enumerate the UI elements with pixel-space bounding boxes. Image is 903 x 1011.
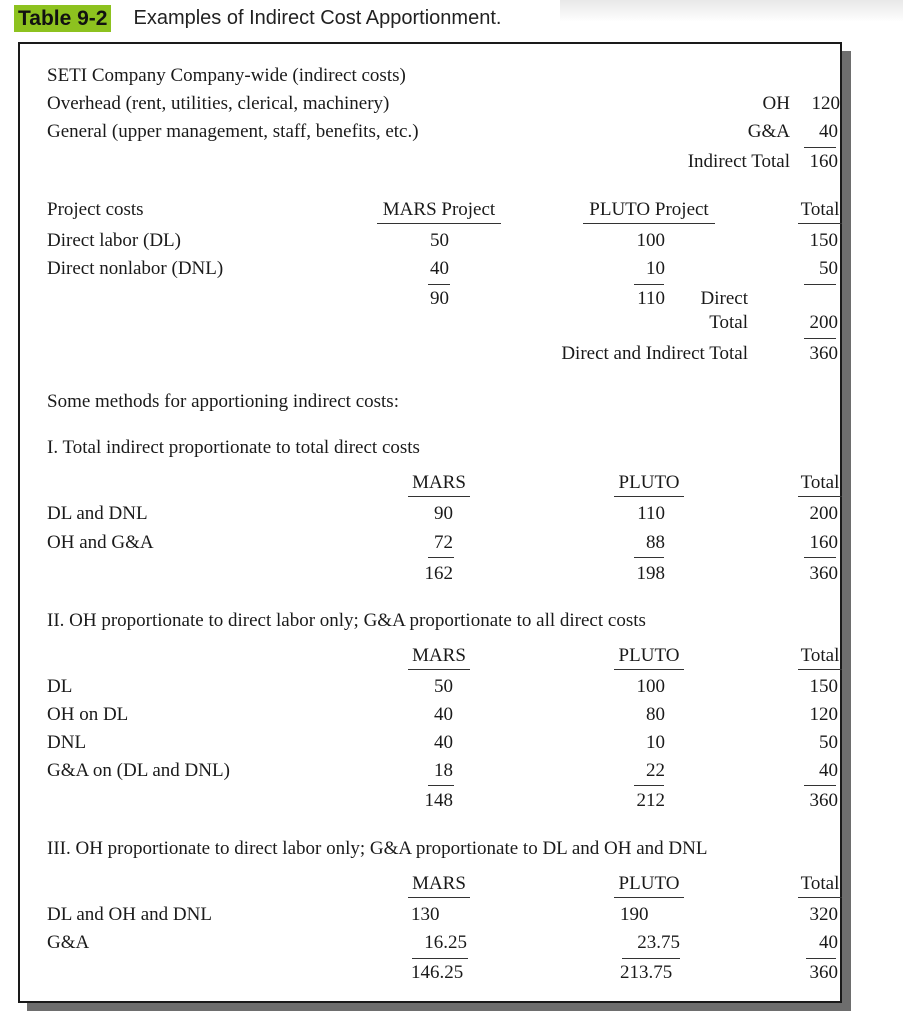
method-1-pluto: 88 — [646, 532, 665, 553]
method-1-row-label: OH and G&A — [47, 532, 154, 553]
method-2-pluto: 80 — [646, 704, 665, 725]
total-sum-rule — [804, 284, 836, 285]
col-mars-project: MARS Project — [377, 199, 501, 224]
row-label-dnl: Direct nonlabor (DNL) — [47, 258, 224, 279]
direct-total-label-line2: Total — [709, 312, 748, 333]
overhead-desc: Overhead (rent, utilities, clerical, machinery) — [47, 93, 390, 114]
method-3-pluto: 190 — [620, 904, 649, 925]
direct-total-rule — [804, 338, 836, 339]
pluto-sum-rule — [634, 284, 664, 285]
total-dl: 150 — [809, 230, 838, 251]
method-2-pluto: 10 — [646, 732, 665, 753]
direct-total-value: 200 — [809, 312, 838, 333]
overhead-code: OH — [762, 93, 790, 114]
method-3-col-total: Total — [798, 873, 842, 898]
method-2-row-label: DNL — [47, 732, 87, 753]
table-box: SETI Company Company-wide (indirect costs) Overhead (rent, utilities, clerical, machinery) OH 120 General (upper management, staff, benefits, etc.) G&A 40 Indirect Total 160 Project costs MARS Project PLUTO Project Total Direct labor (DL) 50 100 150 Direct nonlabor (DNL) 40 10 50 90 110 Direct Total 200 Direct and Indirect Total 360 Some methods for apportioning indirect costs: I. Total indirect proportionate to total direct costs MARS PLUTO Total DL and DNL 90 110 200 OH and G&A 72 88 160 162 198 360 II. OH proportionate to direct labor only; G&A proportionate to all direct costs MARS PLUTO Total DL 50 100 150 OH on DL 40 80 120 DNL 40 10 50 G&A on (DL and DNL) 18 22 40 148 212 360 III. OH proportionate to direct labor only; G&A proportionate to DL and OH and DNL MARS PLUTO Total DL and OH and DNL 130 190 320 G&A 16.25 23.75 40 146.25 213.75 360 — [18, 42, 842, 1003]
method-2-pluto: 22 — [646, 760, 665, 781]
method-3-row-label: DL and OH and DNL — [47, 904, 212, 925]
method-3-pluto-rule — [622, 958, 680, 959]
method-2-pluto-total: 212 — [636, 790, 665, 811]
method-1-total: 200 — [809, 503, 838, 524]
direct-total-label-line1: Direct — [700, 288, 748, 309]
project-heading: Project costs — [47, 199, 144, 220]
method-1-col-total: Total — [798, 472, 842, 497]
method-3-total: 320 — [809, 904, 838, 925]
method-2-total: 50 — [819, 732, 838, 753]
method-3-mars-total: 146.25 — [411, 962, 464, 983]
method-3-col-mars: MARS — [408, 873, 470, 898]
method-2-total: 40 — [819, 760, 838, 781]
method-2-mars: 18 — [434, 760, 453, 781]
table-number-badge: Table 9-2 — [14, 5, 111, 32]
grand-total-label: Direct and Indirect Total — [561, 343, 748, 364]
method-3-col-pluto: PLUTO — [614, 873, 684, 898]
table-title: Examples of Indirect Cost Apportionment. — [133, 6, 502, 29]
col-total: Total — [798, 199, 842, 224]
method-1-pluto: 110 — [637, 503, 665, 524]
method-1-title: I. Total indirect proportionate to total direct costs — [47, 437, 420, 458]
indirect-heading: SETI Company Company-wide (indirect costs) — [47, 65, 406, 86]
method-1-col-pluto: PLUTO — [614, 472, 684, 497]
method-2-col-total: Total — [798, 645, 842, 670]
method-2-mars: 50 — [434, 676, 453, 697]
method-2-title: II. OH proportionate to direct labor only; G&A proportionate to all direct costs — [47, 610, 646, 631]
method-3-pluto-total: 213.75 — [620, 962, 673, 983]
method-2-row-label: G&A on (DL and DNL) — [47, 760, 230, 781]
mars-direct-subtotal: 90 — [430, 288, 449, 309]
pluto-direct-subtotal: 110 — [637, 288, 665, 309]
method-3-mars: 16.25 — [424, 932, 467, 953]
method-3-grand-total: 360 — [809, 962, 838, 983]
pluto-dl: 100 — [636, 230, 665, 251]
ga-value: 40 — [819, 121, 838, 142]
method-2-col-mars: MARS — [408, 645, 470, 670]
ga-code: G&A — [747, 121, 790, 142]
method-2-mars: 40 — [434, 704, 453, 725]
indirect-total-label: Indirect Total — [687, 151, 790, 172]
table-caption — [14, 4, 501, 32]
methods-intro: Some methods for apportioning indirect costs: — [47, 391, 399, 412]
method-2-total: 120 — [809, 704, 838, 725]
method-1-mars-total: 162 — [424, 563, 453, 584]
pluto-dnl: 10 — [646, 258, 665, 279]
method-2-mars-rule — [428, 785, 454, 786]
method-2-mars: 40 — [434, 732, 453, 753]
method-1-total: 160 — [809, 532, 838, 553]
method-1-pluto-rule — [634, 557, 664, 558]
method-1-col-mars: MARS — [408, 472, 470, 497]
method-3-row-label: G&A — [47, 932, 90, 953]
method-2-pluto-rule — [634, 785, 664, 786]
method-3-pluto: 23.75 — [637, 932, 680, 953]
indirect-sum-rule — [804, 147, 836, 148]
method-1-mars-rule — [428, 557, 454, 558]
grand-total-value: 360 — [809, 343, 838, 364]
method-1-total-rule — [804, 557, 836, 558]
col-pluto-project: PLUTO Project — [583, 199, 715, 224]
method-2-total: 150 — [809, 676, 838, 697]
method-3-mars-rule — [412, 958, 468, 959]
method-3-mars: 130 — [411, 904, 440, 925]
row-label-dl: Direct labor (DL) — [47, 230, 181, 251]
method-1-pluto-total: 198 — [636, 563, 665, 584]
method-2-pluto: 100 — [636, 676, 665, 697]
method-2-mars-total: 148 — [424, 790, 453, 811]
top-shading — [560, 0, 903, 22]
method-2-col-pluto: PLUTO — [614, 645, 684, 670]
method-3-title: III. OH proportionate to direct labor only; G&A proportionate to DL and OH and DNL — [47, 838, 708, 859]
mars-dl: 50 — [430, 230, 449, 251]
general-desc: General (upper management, staff, benefits, etc.) — [47, 121, 419, 142]
method-1-row-label: DL and DNL — [47, 503, 148, 524]
indirect-total-value: 160 — [809, 151, 838, 172]
method-2-row-label: OH on DL — [47, 704, 129, 725]
method-3-total-rule — [806, 958, 836, 959]
total-dnl: 50 — [819, 258, 838, 279]
method-1-mars: 90 — [434, 503, 453, 524]
method-2-row-label: DL — [47, 676, 73, 697]
method-2-grand-total: 360 — [809, 790, 838, 811]
method-1-mars: 72 — [434, 532, 453, 553]
mars-dnl: 40 — [430, 258, 449, 279]
method-2-total-rule — [804, 785, 836, 786]
method-1-grand-total: 360 — [809, 563, 838, 584]
method-3-total: 40 — [819, 932, 838, 953]
mars-sum-rule — [428, 284, 450, 285]
